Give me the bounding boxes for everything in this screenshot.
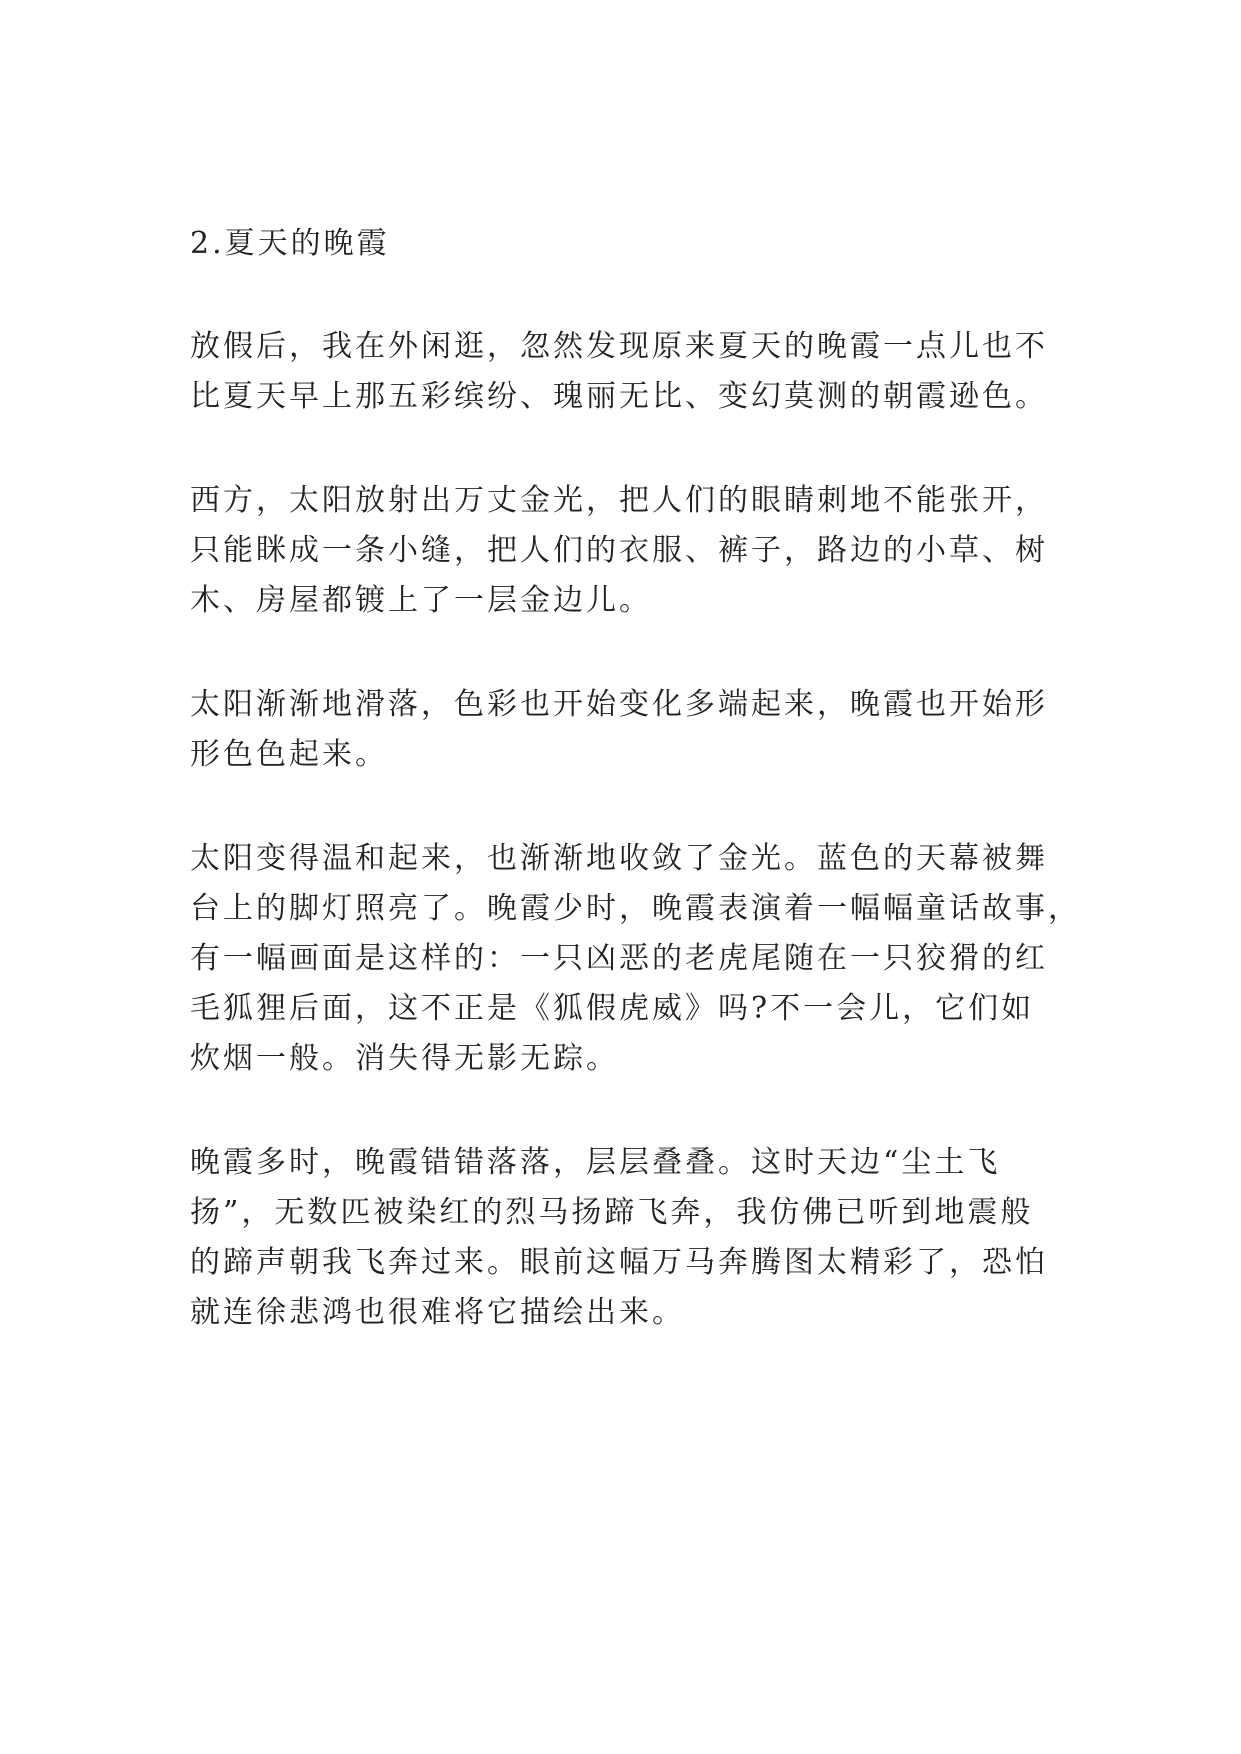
paragraph [190, 476, 1056, 626]
paragraph-line: 台上的脚灯照亮了。晚霞少时，晚霞表演着一幅幅童话故事， [190, 891, 1081, 926]
paragraph-line: 放假后，我在外闲逛，忽然发现原来夏天的晚霞一点儿也不 [190, 329, 1048, 364]
paragraph-line: 有一幅画面是这样的：一只凶恶的老虎尾随在一只狡猾的红 [190, 941, 1048, 976]
paragraph-line: 晚霞多时，晚霞错错落落，层层叠叠。这时天边“尘土飞 [190, 1145, 1001, 1180]
paragraph-line: 炊烟一般。消失得无影无踪。 [190, 1041, 619, 1076]
paragraph-line: 的蹄声朝我飞奔过来。眼前这幅万马奔腾图太精彩了，恐怕 [190, 1245, 1048, 1280]
paragraph-line: 就连徐悲鸿也很难将它描绘出来。 [190, 1295, 685, 1330]
paragraph [190, 680, 1056, 780]
document-title: 2.夏天的晚霞 [190, 226, 390, 261]
document-body [190, 220, 1081, 1338]
paragraph [190, 1138, 1056, 1338]
paragraph-line: 木、房屋都镀上了一层金边儿。 [190, 583, 652, 618]
paragraph [190, 322, 1056, 422]
paragraph-line: 只能眯成一条小缝，把人们的衣服、裤子，路边的小草、树 [190, 533, 1048, 568]
paragraph-line: 扬”，无数匹被染红的烈马扬蹄飞奔，我仿佛已听到地震般 [190, 1195, 1034, 1230]
paragraph-line: 西方，太阳放射出万丈金光，把人们的眼睛刺地不能张开， [190, 483, 1048, 518]
paragraph-line: 太阳变得温和起来，也渐渐地收敛了金光。蓝色的天幕被舞 [190, 841, 1048, 876]
paragraph [190, 834, 1081, 1084]
paragraph-line: 比夏天早上那五彩缤纷、瑰丽无比、变幻莫测的朝霞逊色。 [190, 379, 1048, 414]
paragraph-line: 毛狐狸后面，这不正是《狐假虎威》吗?不一会儿，它们如 [190, 991, 1035, 1026]
paragraph-line: 形色色起来。 [190, 737, 388, 772]
paragraph-line: 太阳渐渐地滑落，色彩也开始变化多端起来，晚霞也开始形 [190, 687, 1048, 722]
